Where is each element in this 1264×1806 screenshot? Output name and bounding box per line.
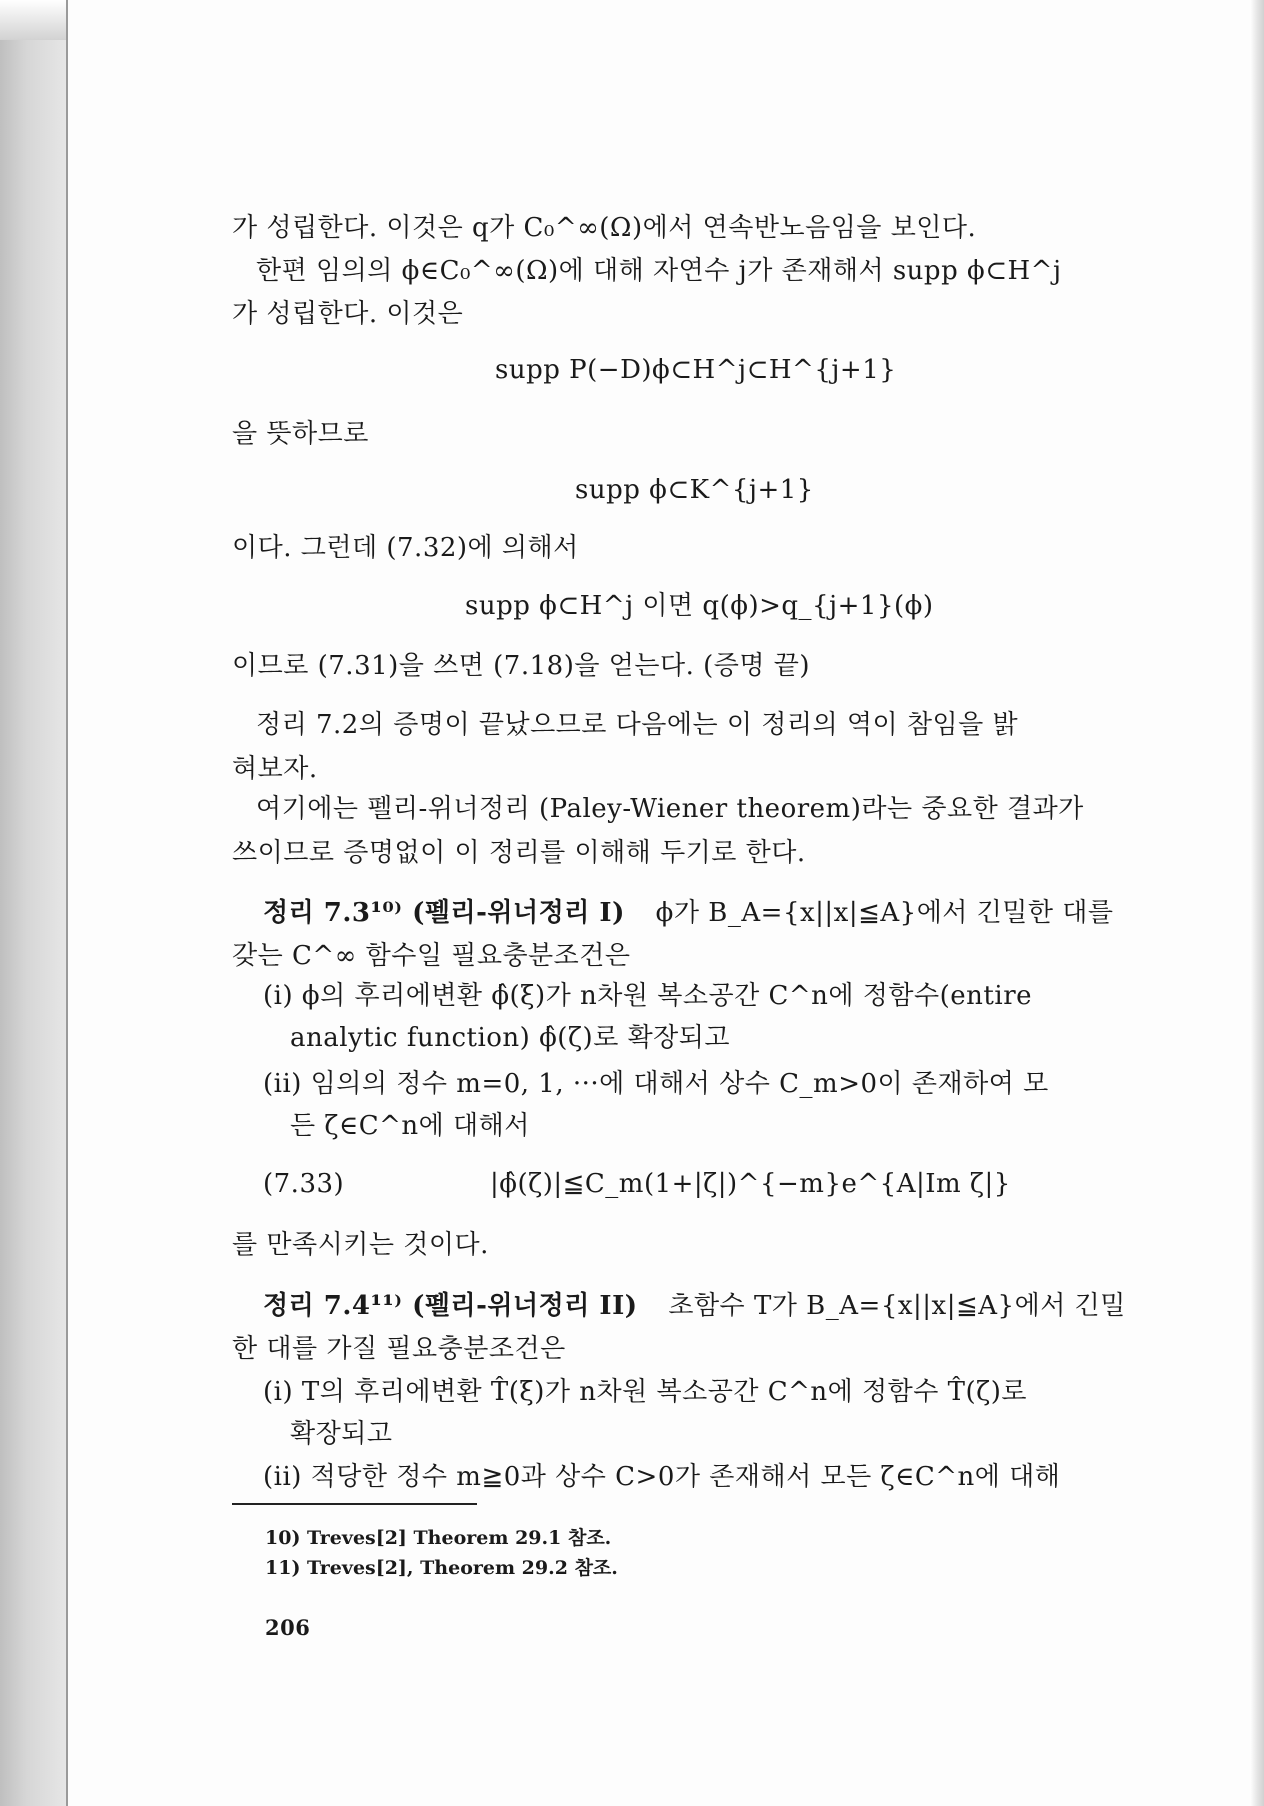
list-item-continued: analytic function) ϕ̂(ζ)로 확장되고	[290, 1023, 731, 1053]
footnote: 11) Treves[2], Theorem 29.2 참조.	[265, 1557, 618, 1579]
text-line: 쓰이므로 증명없이 이 정리를 이해해 두기로 한다.	[232, 838, 806, 868]
text-line: 한 대를 가질 필요충분조건은	[232, 1334, 566, 1364]
display-equation: supp P(−D)ϕ⊂H^j⊂H^{j+1}	[495, 355, 897, 385]
theorem-heading	[263, 1290, 1126, 1322]
footnote: 10) Treves[2] Theorem 29.1 참조.	[265, 1527, 612, 1549]
text-line: 혀보자.	[232, 754, 318, 784]
text-line: 이다. 그런데 (7.32)에 의해서	[232, 533, 579, 563]
book-spine-edge	[0, 40, 66, 1806]
list-item: (ii) 임의의 정수 m=0, 1, ···에 대해서 상수 C_m>0이 존재하여 모	[263, 1069, 1049, 1099]
display-equation: |ϕ̂(ζ)|≦C_m(1+|ζ|)^{−m}e^{A|Im ζ|}	[490, 1169, 1011, 1199]
text-line: 갖는 C^∞ 함수일 필요충분조건은	[232, 941, 631, 971]
display-equation: supp ϕ⊂K^{j+1}	[575, 475, 814, 505]
book-edge-top	[0, 0, 66, 40]
text-line: 여기에는 펠리-위너정리 (Paley-Wiener theorem)라는 중요한 결과가	[256, 794, 1084, 824]
equation-number: (7.33)	[263, 1169, 345, 1199]
text-line: 을 뜻하므로	[232, 419, 369, 449]
theorem-label: 정리 7.3¹⁰⁾ (펠리-위너정리 I)	[263, 898, 625, 928]
theorem-text: ϕ가 B_A={x||x|≦A}에서 긴밀한 대를	[655, 898, 1114, 928]
theorem-text: 초함수 T가 B_A={x||x|≦A}에서 긴밀	[668, 1291, 1126, 1321]
text-line: 를 만족시키는 것이다.	[232, 1230, 489, 1260]
text-line: 정리 7.2의 증명이 끝났으므로 다음에는 이 정리의 역이 참임을 밝	[256, 710, 1019, 740]
list-item: (ii) 적당한 정수 m≧0과 상수 C>0가 존재해서 모든 ζ∈C^n에 대해	[263, 1462, 1061, 1492]
book-right-edge	[1250, 0, 1264, 1806]
list-item-continued: 확장되고	[290, 1419, 393, 1449]
list-item: (i) ϕ의 후리에변환 ϕ̂(ξ)가 n차원 복소공간 C^n에 정함수(entire	[263, 981, 1033, 1011]
text-line: 이므로 (7.31)을 쓰면 (7.18)을 얻는다. (증명 끝)	[232, 651, 811, 681]
display-equation: supp ϕ⊂H^j 이면 q(ϕ)>q_{j+1}(ϕ)	[465, 591, 934, 621]
theorem-label: 정리 7.4¹¹⁾ (펠리-위너정리 II)	[263, 1291, 638, 1321]
footnote-divider	[232, 1503, 477, 1505]
list-item-continued: 든 ζ∈C^n에 대해서	[290, 1111, 530, 1141]
page-number: 206	[265, 1615, 311, 1640]
text-line: 한편 임의의 ϕ∈C₀^∞(Ω)에 대해 자연수 j가 존재해서 supp ϕ⊂H^j	[256, 256, 1062, 286]
theorem-heading	[263, 897, 1114, 929]
list-item: (i) T의 후리에변환 T̂(ξ)가 n차원 복소공간 C^n에 정함수 T̂(ζ)로	[263, 1377, 1027, 1407]
text-line: 가 성립한다. 이것은	[232, 299, 464, 329]
text-line: 가 성립한다. 이것은 q가 C₀^∞(Ω)에서 연속반노음임을 보인다.	[232, 213, 977, 243]
